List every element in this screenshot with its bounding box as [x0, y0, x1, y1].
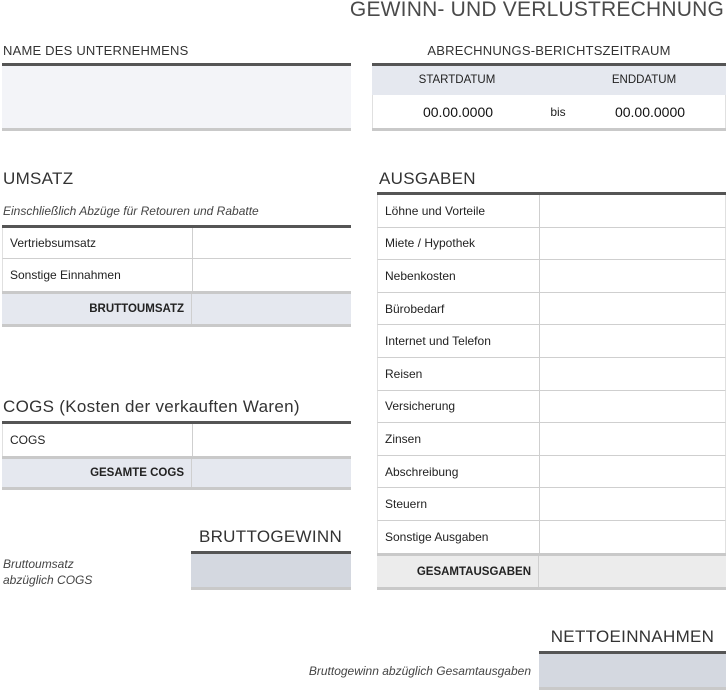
- expense-row-label: Internet und Telefon: [378, 325, 540, 357]
- expense-row-value[interactable]: [540, 195, 725, 227]
- net-income-note: Bruttogewinn abzüglich Gesamtausgaben: [308, 664, 531, 678]
- expense-row-value[interactable]: [540, 293, 725, 325]
- period-separator: bis: [550, 105, 566, 119]
- expense-row: [377, 228, 726, 261]
- expense-row-label: Miete / Hypothek: [378, 228, 540, 260]
- period-header: [372, 66, 726, 95]
- cogs-row-value[interactable]: [193, 424, 351, 456]
- gross-profit-note-line2: abzüglich COGS: [3, 573, 93, 587]
- expense-row-label: Bürobedarf: [378, 293, 540, 325]
- expense-row: [377, 488, 726, 521]
- expense-row-value[interactable]: [540, 391, 725, 423]
- gross-profit-note: [3, 556, 92, 588]
- revenue-row-label: Vertriebsumsatz: [3, 228, 193, 258]
- gross-revenue-value[interactable]: [192, 294, 351, 324]
- expense-row-label: Sonstige Ausgaben: [378, 521, 540, 554]
- expense-row-value[interactable]: [540, 423, 725, 455]
- expense-row-value[interactable]: [540, 325, 725, 357]
- total-expenses-row: [377, 556, 726, 587]
- expense-row: [377, 456, 726, 489]
- company-name-input[interactable]: [2, 66, 351, 128]
- net-income-bottom-border: [539, 687, 726, 690]
- expense-row: [377, 195, 726, 228]
- expense-row: [377, 260, 726, 293]
- expense-row: [377, 391, 726, 424]
- expense-row-label: Nebenkosten: [378, 260, 540, 292]
- revenue-row-value[interactable]: [193, 259, 351, 291]
- expense-row-label: Löhne und Vorteile: [378, 195, 540, 227]
- net-income-value[interactable]: [539, 654, 726, 687]
- start-date-value[interactable]: 00.00.0000: [422, 104, 494, 120]
- total-expenses-value[interactable]: [539, 556, 726, 587]
- expense-row-label: Versicherung: [378, 391, 540, 423]
- expense-row: [377, 423, 726, 456]
- company-name-field[interactable]: [2, 66, 351, 128]
- period-bottom-border: [372, 128, 726, 131]
- cogs-row: [2, 424, 351, 456]
- end-date-label: ENDDATUM: [611, 74, 677, 86]
- cogs-bottom-border: [2, 487, 351, 490]
- expense-row-value[interactable]: [540, 228, 725, 260]
- expense-row: [377, 325, 726, 358]
- expense-row-label: Reisen: [378, 358, 540, 390]
- gross-profit-note-line1: Bruttoumsatz: [3, 557, 74, 571]
- expense-row-value[interactable]: [540, 521, 725, 554]
- expenses-bottom-border: [377, 587, 726, 590]
- expense-row: [377, 358, 726, 391]
- gross-revenue-row: [2, 294, 351, 324]
- expense-row-label: Steuern: [378, 488, 540, 520]
- total-cogs-label: GESAMTE COGS: [2, 459, 192, 487]
- total-cogs-row: [2, 459, 351, 487]
- gross-profit-value[interactable]: [191, 554, 351, 587]
- revenue-row: [2, 259, 351, 291]
- period-values: [372, 95, 726, 129]
- gross-revenue-label: BRUTTOUMSATZ: [2, 294, 192, 324]
- expense-row-label: Zinsen: [378, 423, 540, 455]
- revenue-row-value[interactable]: [193, 228, 351, 258]
- expense-row-value[interactable]: [540, 358, 725, 390]
- revenue-heading: UMSATZ: [3, 169, 74, 188]
- revenue-bottom-border: [2, 324, 351, 327]
- expense-row-value[interactable]: [540, 456, 725, 488]
- gross-profit-bottom-border: [191, 587, 351, 590]
- expense-row: [377, 521, 726, 554]
- company-name-bottom-border: [2, 128, 351, 131]
- period-label: ABRECHNUNGS-BERICHTSZEITRAUM: [427, 43, 671, 58]
- expense-row-value[interactable]: [540, 260, 725, 292]
- expense-row: [377, 293, 726, 326]
- total-cogs-value[interactable]: [192, 459, 351, 487]
- expense-row-value[interactable]: [540, 488, 725, 520]
- company-name-label: NAME DES UNTERNEHMENS: [3, 43, 189, 58]
- end-date-value[interactable]: 00.00.0000: [614, 104, 686, 120]
- expenses-heading: AUSGABEN: [379, 169, 476, 188]
- revenue-row-label: Sonstige Einnahmen: [3, 259, 193, 291]
- expense-row-label: Abschreibung: [378, 456, 540, 488]
- start-date-label: STARTDATUM: [418, 74, 496, 86]
- revenue-row: [2, 228, 351, 259]
- net-income-heading: NETTOEINNAHMEN: [550, 627, 715, 646]
- gross-profit-heading: BRUTTOGEWINN: [198, 527, 343, 546]
- cogs-row-label: COGS: [3, 424, 193, 456]
- cogs-heading: COGS (Kosten der verkauften Waren): [3, 397, 300, 416]
- page-title: GEWINN- UND VERLUSTRECHNUNG: [349, 0, 724, 21]
- revenue-note: Einschließlich Abzüge für Retouren und Rabatte: [3, 204, 259, 218]
- total-expenses-label: GESAMTAUSGABEN: [377, 556, 539, 587]
